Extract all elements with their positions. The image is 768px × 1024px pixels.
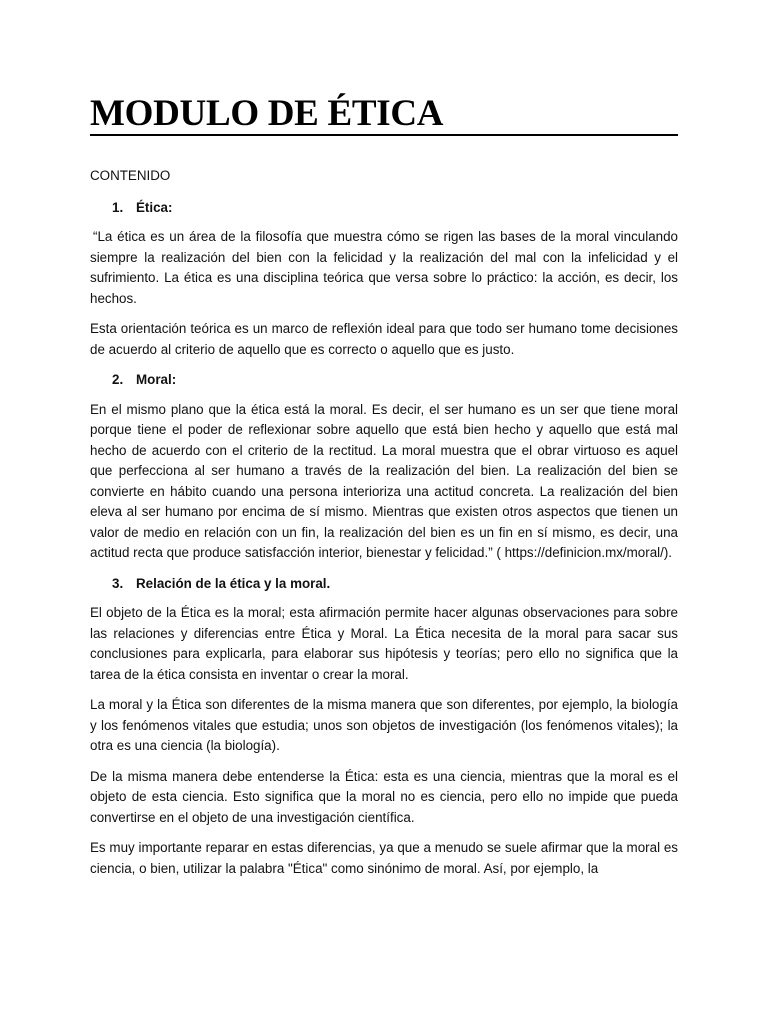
title-underline xyxy=(90,134,678,136)
section-heading xyxy=(90,574,678,595)
section-heading xyxy=(90,370,678,391)
contents-label: CONTENIDO xyxy=(90,168,171,183)
paragraph: “La ética es un área de la filosofía que muestra cómo se rigen las bases de la moral vinculando siempre la realización del bien con la felicidad y la realización del mal con la infelicidad y el sufrimiento. La ética es una disciplina teórica que versa sobre lo práctico: la acción, es decir, los hechos. xyxy=(90,229,678,306)
paragraph: La moral y la Ética son diferentes de la misma manera que son diferentes, por ejemplo, la biología y los fenómenos vitales que estudia; unos son objetos de investigación (los fenómenos vitales); la otra es una ciencia (la biología). xyxy=(90,697,678,753)
paragraph: De la misma manera debe entenderse la Ética: esta es una ciencia, mientras que la moral es el objeto de esta ciencia. Esto significa que la moral no es ciencia, pero ello no impide que pueda convertirse en el objeto de una investigación científica. xyxy=(90,768,678,825)
section-heading xyxy=(90,198,678,219)
paragraph: Es muy importante reparar en estas diferencias, ya que a menudo se suele afirmar que la moral es ciencia, o bien, utilizar la palabra "Ética" como sinónimo de moral. Así, por ejemplo, la xyxy=(90,840,678,876)
document-body xyxy=(90,166,678,889)
section-title: Moral: xyxy=(136,372,177,387)
section-number: 3. xyxy=(112,575,124,591)
section-title: Ética: xyxy=(136,199,173,215)
paragraph: Esta orientación teórica es un marco de reflexión ideal para que todo ser humano tome decisiones de acuerdo al criterio de aquello que es correcto o aquello que es justo. xyxy=(90,321,678,357)
section-number: 2. xyxy=(112,372,124,387)
document-title: MODULO DE ÉTICA xyxy=(90,93,444,134)
section-number: 1. xyxy=(112,199,124,215)
section-title: Relación de la ética y la moral. xyxy=(136,575,331,591)
paragraph: El objeto de la Ética es la moral; esta afirmación permite hacer algunas observaciones para sobre las relaciones y diferencias entre Ética y Moral. La Ética necesita de la moral para sacar sus conclusiones para explicarla, para elaborar sus hipótesis y teorías; pero ello no significa que la tarea de la ética consista en inventar o crear la moral. xyxy=(90,605,678,682)
paragraph: En el mismo plano que la ética está la moral. Es decir, el ser humano es un ser que tiene moral porque tiene el poder de reflexionar sobre aquello que está bien hecho y aquello que está mal hecho de acuerdo con el criterio de la rectitud. La moral muestra que el obrar virtuoso es aquel que perfecciona al ser humano a través de la realización del bien. La realización del bien se convierte en hábito cuando una persona interioriza una actitud concreta. La realización del bien eleva al ser humano por encima de sí mismo. Mientras que existen otros aspectos que tienen un valor de medio en relación con un fin, la realización del bien es un fin en sí mismo, es decir, una actitud recta que produce satisfacción interior, bienestar y felicidad.” ( https://definicion.mx/moral/). xyxy=(90,401,678,560)
